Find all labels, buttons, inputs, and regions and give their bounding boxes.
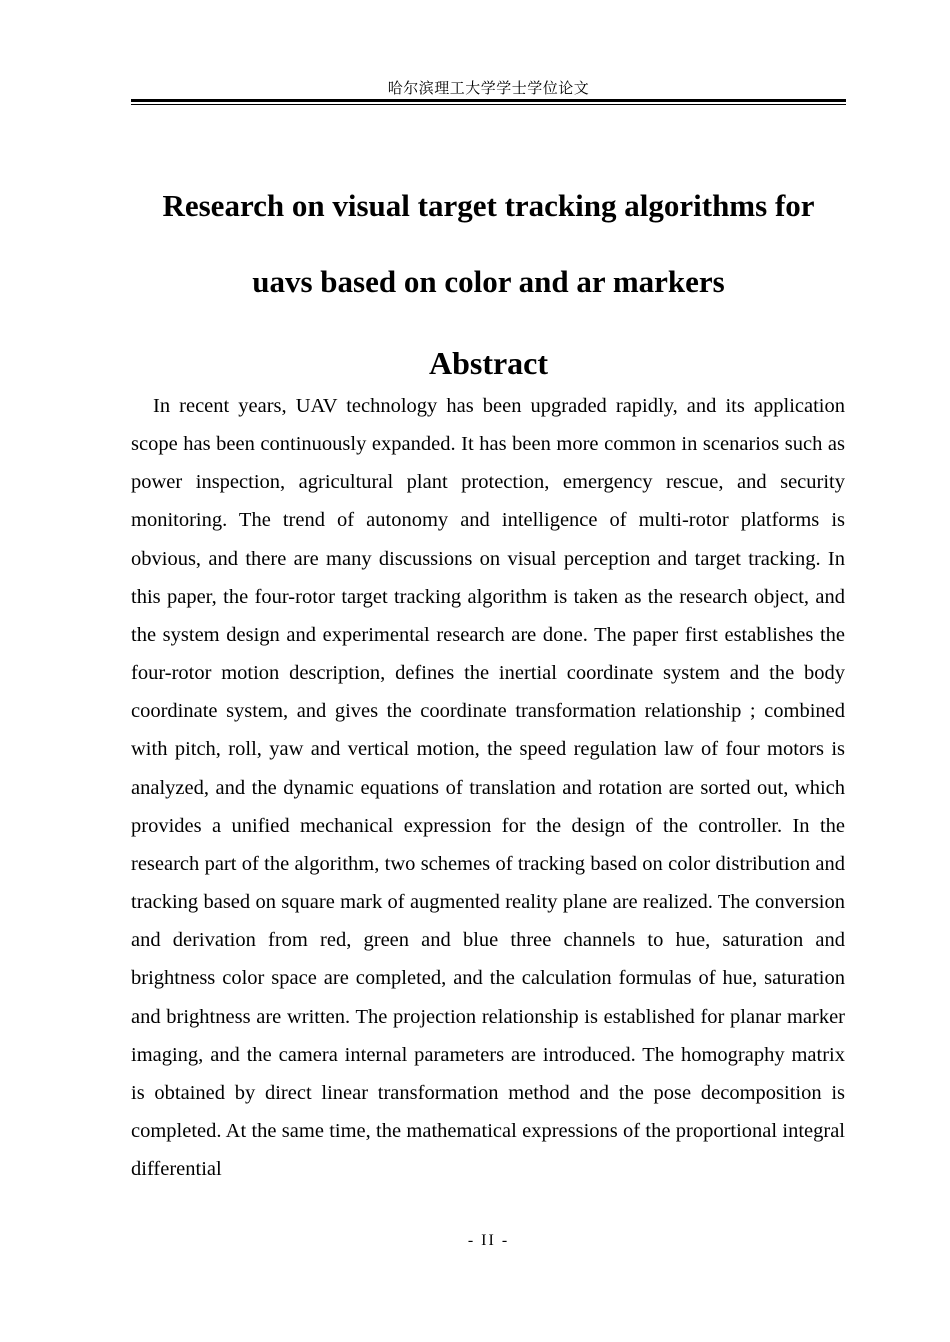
header-rule-thin (131, 104, 846, 105)
page-number: - II - (467, 1232, 510, 1249)
abstract-heading: Abstract (428, 344, 549, 381)
abstract-paragraph: In recent years, UAV technology has been upgraded rapidly, and its application scope has been continuously expanded. It has been more common in scenarios such as power inspection, agricultural plant protection, emergency rescue, and security monitoring. The trend of autonomy and intelligence of multi-rotor platforms is obvious, and there are many discussions on visual perception and target tracking. In this paper, the four-rotor target tracking algorithm is taken as the research object, and the system design and experimental research are done. The paper first establishes the four-rotor motion description, defines the inertial coordinate system and the body coordinate system, and gives the coordinate transformation relationship ; combined with pitch, roll, yaw and vertical motion, the speed regulation law of four motors is analyzed, and the dynamic equations of translation and rotation are sorted out, which provides a unified mechanical expression for the design of the controller. In the research part of the algorithm, two schemes of tracking based on color distribution and tracking based on square mark of augmented reality plane are realized. The conversion and derivation from red, green and blue three channels to hue, saturation and brightness color space are completed, and the calculation formulas of hue, saturation and brightness are written. The projection relationship is established for planar marker imaging, and the camera internal parameters are introduced. The homography matrix is obtained by direct linear transformation method and the pose decomposition is completed. At the same time, the mathematical expressions of the proportional integral differential (131, 395, 845, 1181)
thesis-title: Research on visual target tracking algorithms for uavs based on color and ar markers (162, 187, 815, 299)
running-header: 哈尔滨理工大学学士学位论文 (387, 79, 590, 97)
header-rule-thick (131, 99, 846, 102)
